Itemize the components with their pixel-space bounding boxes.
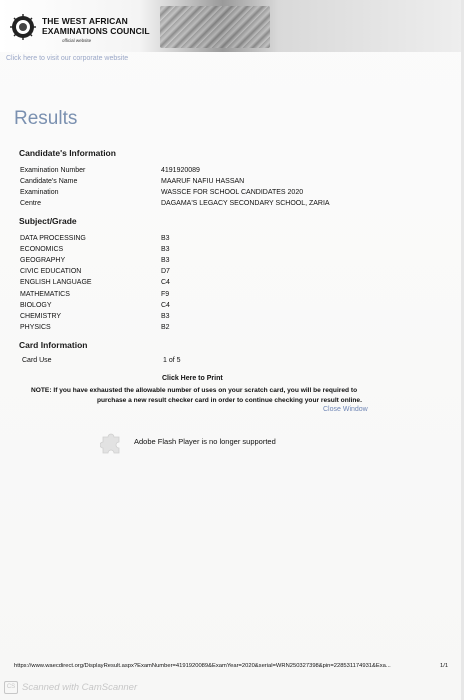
plugin-unsupported-message: Adobe Flash Player is no longer supported: [134, 437, 276, 446]
subject-name: MATHEMATICS: [20, 291, 70, 298]
card-info-heading: Card Information: [19, 340, 88, 350]
scratch-card-note: [31, 386, 391, 406]
org-name: [42, 16, 150, 36]
puzzle-piece-icon: [100, 431, 122, 455]
subject-grade: B3: [161, 313, 170, 320]
field-value: MAARUF NAFIU HASSAN: [161, 178, 245, 185]
field-label: Centre: [20, 200, 42, 207]
footer-url: https://www.waecdirect.org/DisplayResult.aspx?ExamNumber=4191920089&ExamYear=2020&serial=WRN250327398&pin=228531174931&Exa...: [14, 663, 391, 669]
subject-grade: B3: [161, 246, 170, 253]
candidate-info-heading: Candidate's Information: [19, 148, 116, 158]
subject-name: ENGLISH LANGUAGE: [20, 279, 92, 286]
card-use-label: Card Use: [22, 357, 52, 364]
close-window-link[interactable]: Close Window: [323, 406, 368, 413]
camscanner-logo-icon: CS: [4, 681, 18, 694]
field-value: DAGAMA'S LEGACY SECONDARY SCHOOL, ZARIA: [161, 200, 330, 207]
subject-name: CIVIC EDUCATION: [20, 268, 82, 275]
subject-grade: D7: [161, 268, 170, 275]
note-line2: purchase a new result checker card in order to continue checking your result online.: [97, 397, 362, 404]
field-label: Candidate's Name: [20, 178, 78, 185]
subject-grade: B3: [161, 235, 170, 242]
subject-grade: B2: [161, 324, 170, 331]
field-label: Examination Number: [20, 167, 86, 174]
subject-name: PHYSICS: [20, 324, 51, 331]
subject-name: GEOGRAPHY: [20, 257, 66, 264]
page-title: Results: [14, 108, 78, 129]
subject-grade: B3: [161, 257, 170, 264]
corporate-website-link[interactable]: Click here to visit our corporate website: [6, 55, 129, 62]
org-name-line2: EXAMINATIONS COUNCIL: [42, 26, 150, 36]
org-subtitle: official website: [62, 38, 92, 43]
note-line1: If you have exhausted the allowable number of uses on your scratch card, you will be required to: [53, 387, 358, 394]
subject-grade: C4: [161, 302, 170, 309]
page-count: 1/1: [440, 663, 449, 669]
subject-name: CHEMISTRY: [20, 313, 62, 320]
scanner-text: Scanned with CamScanner: [22, 682, 138, 694]
scanner-watermark: [4, 681, 137, 694]
subject-name: ECONOMICS: [20, 246, 64, 253]
banner-photo: [160, 6, 270, 48]
field-label: Examination: [20, 189, 59, 196]
org-name-line1: THE WEST AFRICAN: [42, 16, 128, 26]
subject-grade: F9: [161, 291, 170, 298]
field-value: 4191920089: [161, 167, 200, 174]
field-value: WASSCE FOR SCHOOL CANDIDATES 2020: [161, 189, 304, 196]
subject-name: BIOLOGY: [20, 302, 52, 309]
card-use-value: 1 of 5: [163, 357, 181, 364]
note-label: NOTE:: [31, 387, 52, 394]
subject-grade-heading: Subject/Grade: [19, 216, 77, 226]
waec-logo-icon: [10, 14, 36, 40]
subject-grade: C4: [161, 279, 170, 286]
print-link[interactable]: Click Here to Print: [162, 375, 223, 382]
subject-name: DATA PROCESSING: [20, 235, 86, 242]
